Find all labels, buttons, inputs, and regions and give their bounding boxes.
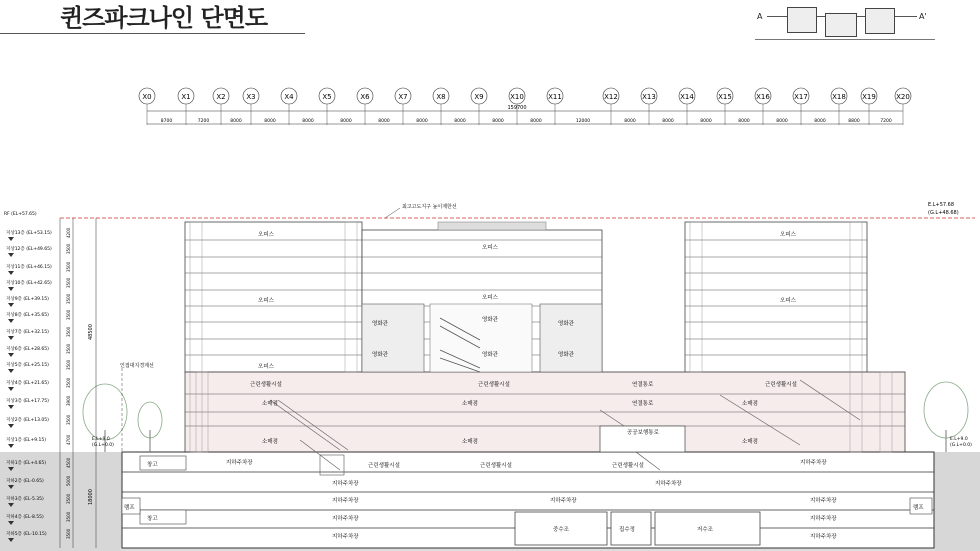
span-dim-value: 8000 <box>662 119 674 124</box>
room-ramp-left: 램프 <box>124 505 135 511</box>
level-marker-icon <box>8 387 14 391</box>
room-community-b1-1: 근린생활시설 <box>368 463 400 469</box>
span-dim-value: 8000 <box>302 119 314 124</box>
room-water-tank: 저수조 <box>697 527 713 533</box>
span-dim-value: 8000 <box>230 119 242 124</box>
floor-height-dim: 3500 <box>66 343 71 354</box>
grid-label-x3: X3 <box>246 93 256 101</box>
level-marker-icon <box>8 369 14 373</box>
floor-height-dim: 3500 <box>66 326 71 337</box>
room-office-right-top: 오피스 <box>780 232 796 238</box>
room-retail-4: 소매점 <box>262 439 278 445</box>
keyplan-start-label: A <box>757 12 763 21</box>
span-dim-value: 8000 <box>340 119 352 124</box>
keyplan-end-label: A' <box>919 12 927 21</box>
span-dim-value: 8000 <box>776 119 788 124</box>
room-parking-b1-left: 지하주차장 <box>226 460 253 466</box>
span-dim-value: 8000 <box>624 119 636 124</box>
room-community-b1-3: 근린생활시설 <box>612 463 644 469</box>
floor-height-dim: 3500 <box>66 414 71 425</box>
grid-label-x9: X9 <box>474 93 484 101</box>
floor-height-dim: 3500 <box>66 277 71 288</box>
room-parking-b4-left: 지하주차장 <box>332 516 359 522</box>
room-corridor-2: 연결통로 <box>632 401 654 407</box>
total-below-dim: 18000 <box>88 489 94 505</box>
cinema-right <box>540 304 602 372</box>
room-parking-b3-right: 지하주차장 <box>810 498 837 504</box>
floor-level-label: 지하5층 (EL-10.15) <box>6 532 47 537</box>
grid-label-x0: X0 <box>142 93 152 101</box>
room-office-center-mid: 오피스 <box>482 295 498 301</box>
gl-left-sub: (G.L+0.0) <box>92 443 114 448</box>
floor-level-label: 지상3층 (EL+17.75) <box>6 399 49 404</box>
span-dim-value: 8700 <box>160 119 173 124</box>
grid-label-x10: X10 <box>510 93 524 101</box>
room-retail-5: 소매점 <box>462 439 478 445</box>
room-storage-2: 창고 <box>147 516 158 522</box>
floor-level-label: 지상10층 (EL+42.65) <box>6 281 52 286</box>
tower-left <box>185 222 362 372</box>
room-community-left: 근린생활시설 <box>250 382 282 388</box>
level-marker-icon <box>8 444 14 448</box>
span-dim-value: 12000 <box>575 119 591 124</box>
floor-level-label: 지하1층 (EL+4.65) <box>6 461 46 466</box>
cinema-left <box>362 304 424 372</box>
floor-height-dim: 4200 <box>66 227 71 238</box>
room-cinema-1: 영화관 <box>372 321 388 327</box>
ground-right <box>932 452 980 551</box>
room-office-center-top: 오피스 <box>482 245 498 251</box>
adjacent-boundary-note: 인접대지경계선 <box>120 363 154 369</box>
grid-label-x6: X6 <box>360 93 370 101</box>
floor-level-label: 지상6층 (EL+28.65) <box>6 347 49 352</box>
floor-level-label: 지상5층 (EL+25.15) <box>6 363 49 368</box>
room-office-left-mid: 오피스 <box>258 298 274 304</box>
grid-label-x12: X12 <box>604 93 618 101</box>
floor-level-label: 지상4층 (EL+21.65) <box>6 381 49 386</box>
room-cinema-4: 영화관 <box>372 352 388 358</box>
room-retail-3: 소매점 <box>742 401 758 407</box>
level-marker-icon <box>8 237 14 241</box>
right-top-level-sub: (G.L+48.68) <box>928 210 959 216</box>
room-ramp-right: 램프 <box>913 505 924 511</box>
grid-label-x15: X15 <box>718 93 732 101</box>
span-dim-value: 8000 <box>530 119 542 124</box>
floor-level-label: 지상7층 (EL+32.15) <box>6 330 49 335</box>
grid-label-x18: X18 <box>832 93 846 101</box>
grid-label-x19: X19 <box>862 93 876 101</box>
room-parking-b5-left: 지하주차장 <box>332 534 359 540</box>
room-retail-6: 소매점 <box>742 439 758 445</box>
floor-height-dim: 4500 <box>66 457 71 468</box>
level-marker-icon <box>8 336 14 340</box>
floor-height-dim: 3500 <box>66 261 71 272</box>
span-dim-value: 8000 <box>416 119 428 124</box>
room-community-right: 근린생활시설 <box>765 382 797 388</box>
grid-label-x14: X14 <box>680 93 694 101</box>
room-parking-b3-left: 지하주차장 <box>332 498 359 504</box>
span-dim-value: 8000 <box>814 119 826 124</box>
room-cinema-5: 영화관 <box>558 352 574 358</box>
total-above-dim: 48500 <box>88 324 94 340</box>
room-cinema-6: 영화관 <box>482 352 498 358</box>
room-storage-1: 창고 <box>147 462 158 468</box>
room-parking-b2-left: 지하주차장 <box>332 481 359 487</box>
floor-level-label: 지상9층 (EL+39.15) <box>6 297 49 302</box>
room-parking-b3-center: 지하주차장 <box>550 498 577 504</box>
grid-label-x13: X13 <box>642 93 656 101</box>
room-sump: 집수정 <box>619 527 635 533</box>
roof-structure <box>438 222 546 230</box>
room-office-left-low: 오피스 <box>258 364 274 370</box>
floor-height-dim: 3500 <box>66 309 71 320</box>
room-office-left-top: 오피스 <box>258 232 274 238</box>
level-marker-icon <box>8 424 14 428</box>
level-marker-icon <box>8 253 14 257</box>
podium <box>185 372 905 454</box>
span-dim-value: 7200 <box>880 119 892 124</box>
floor-height-dim: 5000 <box>66 475 71 486</box>
floor-level-label: 지상2층 (EL+13.05) <box>6 418 49 423</box>
gl-left-top: E.L+9.0 <box>92 437 110 442</box>
height-note-leader <box>385 208 400 218</box>
level-marker-icon <box>8 271 14 275</box>
floor-level-label: 지하4층 (EL-8.55) <box>6 515 44 520</box>
floor-level-label: 지상1층 (EL+9.15) <box>6 438 46 443</box>
page-title: 퀸즈파크나인 단면도 <box>60 4 268 32</box>
grid-label-x4: X4 <box>284 93 294 101</box>
grid-label-x8: X8 <box>436 93 446 101</box>
grid-dimension-group <box>147 105 903 124</box>
room-parking-b5-right: 지하주차장 <box>810 534 837 540</box>
grid-label-x16: X16 <box>756 93 770 101</box>
grid-label-x7: X7 <box>398 93 408 101</box>
floor-level-label: 지상13층 (EL+53.15) <box>6 231 52 236</box>
span-dim-value: 8000 <box>738 119 750 124</box>
roof-level-label: RF (EL+57.65) <box>4 212 37 217</box>
grid-label-x5: X5 <box>322 93 332 101</box>
atrium <box>430 304 532 372</box>
span-dim-value: 8000 <box>700 119 712 124</box>
room-parking-b2-right: 지하주차장 <box>655 481 682 487</box>
level-marker-icon <box>8 303 14 307</box>
floor-height-dim: 3900 <box>66 395 71 406</box>
room-public-walkway: 공공보행통로 <box>627 430 659 436</box>
room-parking-b1-right: 지하주차장 <box>800 460 827 466</box>
grid-label-x2: X2 <box>216 93 226 101</box>
floor-height-dim: 3500 <box>66 377 71 388</box>
level-marker-icon <box>8 287 14 291</box>
span-dim-value: 8000 <box>492 119 504 124</box>
span-dim-value: 8000 <box>454 119 466 124</box>
span-dim-value: 8800 <box>848 119 860 124</box>
floor-height-dim: 3500 <box>66 493 71 504</box>
overall-dim-value: 159700 <box>507 105 527 111</box>
tower-right <box>685 222 867 372</box>
grid-label-x20: X20 <box>896 93 910 101</box>
floor-level-label: 지상8층 (EL+35.65) <box>6 313 49 318</box>
room-community-b1-2: 근린생활시설 <box>480 463 512 469</box>
room-parking-b4-right: 지하주차장 <box>810 516 837 522</box>
span-dim-value: 8000 <box>264 119 276 124</box>
floor-level-label: 지하3층 (EL-5.35) <box>6 497 44 502</box>
height-limit-note: 최고고도지구 높이제한선 <box>402 204 457 210</box>
span-dim-value: 7200 <box>197 119 210 124</box>
span-dim-value: 8000 <box>378 119 390 124</box>
grid-label-x1: X1 <box>181 93 191 101</box>
room-corridor-1: 연결통로 <box>632 382 654 388</box>
floor-height-dim: 3500 <box>66 528 71 539</box>
room-retail-2: 소매점 <box>462 401 478 407</box>
floor-height-dim: 3500 <box>66 293 71 304</box>
level-marker-icon <box>8 319 14 323</box>
right-top-level: E.L+57.68 <box>928 202 955 208</box>
floor-height-dim: 3500 <box>66 359 71 370</box>
floor-height-dim: 3500 <box>66 243 71 254</box>
level-marker-icon <box>8 353 14 357</box>
floor-height-dim: 3500 <box>66 511 71 522</box>
gl-right-top: E.L+9.0 <box>950 437 968 442</box>
room-office-right-mid: 오피스 <box>780 298 796 304</box>
grid-label-x11: X11 <box>548 93 562 101</box>
grid-label-x17: X17 <box>794 93 808 101</box>
floor-level-label: 지상11층 (EL+46.15) <box>6 265 52 270</box>
room-retail-1: 소매점 <box>262 401 278 407</box>
level-marker-icon <box>8 405 14 409</box>
room-cinema-2: 영화관 <box>558 321 574 327</box>
room-cinema-3: 영화관 <box>482 317 498 323</box>
gl-right-sub: (G.L+0.0) <box>950 443 972 448</box>
floor-level-label: 지하2층 (EL-0.65) <box>6 479 44 484</box>
room-septic: 중수조 <box>553 527 569 533</box>
floor-height-dim: 4700 <box>66 434 71 445</box>
floor-level-label: 지상12층 (EL+49.65) <box>6 247 52 252</box>
room-community-center: 근린생활시설 <box>478 382 510 388</box>
